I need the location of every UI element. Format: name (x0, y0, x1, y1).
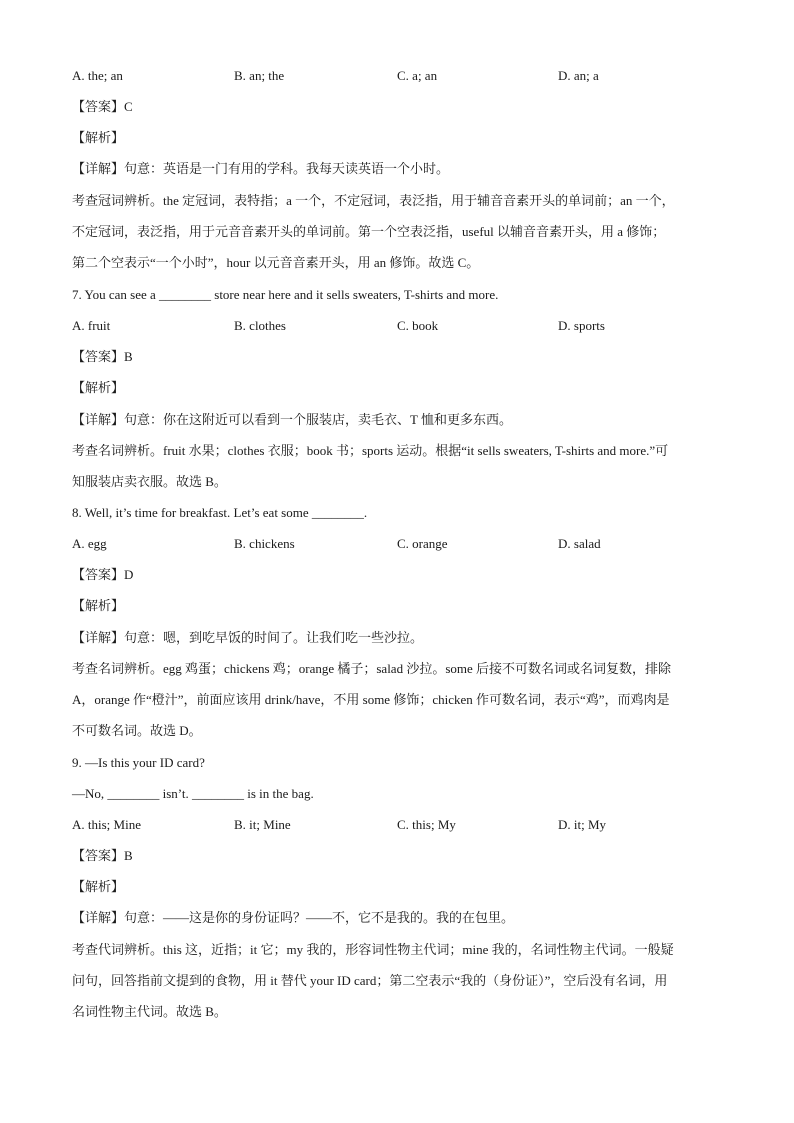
q6-explain-line: 不定冠词，表泛指，用于元音音素开头的单词前。第一个空表泛指，useful 以辅音音素开头，用 a 修饰； (72, 224, 666, 239)
q7-option-b: B. clothes (234, 318, 286, 333)
q8-question: 8. Well, it’s time for breakfast. Let’s eat some ________. (72, 505, 368, 520)
q7-option-a: A. fruit (72, 318, 111, 333)
q6-detail: 【详解】句意：英语是一门有用的学科。我每天读英语一个小时。 (72, 161, 450, 176)
q6-option-d: D. an; a (558, 68, 599, 83)
q6-analysis-label: 【解析】 (72, 130, 125, 145)
q6-option-c: C. a; an (397, 68, 438, 83)
q7-option-c: C. book (397, 318, 439, 333)
q7-analysis-label: 【解析】 (72, 380, 125, 395)
q9-explain-line: 问句，回答指前文提到的食物，用 it 替代 your ID card；第二空表示“我的（身份证）”，空后没有名词，用 (72, 973, 668, 988)
q8-option-b: B. chickens (234, 536, 295, 551)
q9-question: 9. —Is this your ID card? (72, 755, 205, 770)
q9-explain-line: 名词性物主代词。故选 B。 (72, 1004, 227, 1019)
q8-option-d: D. salad (558, 536, 601, 551)
q6-answer: 【答案】C (72, 99, 133, 114)
q9-answer: 【答案】B (72, 848, 133, 863)
q8-option-a: A. egg (72, 536, 107, 551)
q9-option-b: B. it; Mine (234, 817, 291, 832)
q8-explain-line: A，orange 作“橙汁”，前面应该用 drink/have，不用 some 修饰；chicken 作可数名词，表示“鸡”，而鸡肉是 (72, 692, 670, 707)
q7-explain-line: 考查名词辨析。fruit 水果；clothes 衣服；book 书；sports 运动。根据“it sells sweaters, T-shirts and more.”可 (72, 443, 669, 458)
q9-option-a: A. this; Mine (72, 817, 141, 832)
q9-detail: 【详解】句意：——这是你的身份证吗？——不，它不是我的。我的在包里。 (72, 910, 515, 925)
q9-option-c: C. this; My (397, 817, 456, 832)
q7-explain-line: 知服装店卖衣服。故选 B。 (72, 474, 227, 489)
q8-detail: 【详解】句意：嗯，到吃早饭的时间了。让我们吃一些沙拉。 (72, 630, 424, 645)
q7-detail: 【详解】句意：你在这附近可以看到一个服装店，卖毛衣、T 恤和更多东西。 (72, 412, 512, 427)
q7-option-d: D. sports (558, 318, 605, 333)
q8-explain-line: 不可数名词。故选 D。 (72, 723, 202, 738)
q6-option-b: B. an; the (234, 68, 285, 83)
q9-analysis-label: 【解析】 (72, 879, 125, 894)
q6-option-a: A. the; an (72, 68, 123, 83)
q6-explain-line: 考查冠词辨析。the 定冠词，表特指；a 一个，不定冠词，表泛指，用于辅音音素开头的单词前；an 一个， (72, 193, 675, 208)
q6-explain-line: 第二个空表示“一个小时”，hour 以元音音素开头，用 an 修饰。故选 C。 (72, 255, 480, 270)
q7-answer: 【答案】B (72, 349, 133, 364)
q7-question: 7. You can see a ________ store near here and it sells sweaters, T-shirts and more. (72, 287, 499, 302)
q8-option-c: C. orange (397, 536, 448, 551)
q9-question-reply: —No, ________ isn’t. ________ is in the bag. (72, 786, 314, 801)
q8-explain-line: 考查名词辨析。egg 鸡蛋；chickens 鸡；orange 橘子；salad 沙拉。some 后接不可数名词或名词复数，排除 (72, 661, 672, 676)
q9-explain-line: 考查代词辨析。this 这，近指；it 它；my 我的，形容词性物主代词；mine 我的，名词性物主代词。一般疑 (72, 942, 674, 957)
q8-analysis-label: 【解析】 (72, 598, 125, 613)
q9-option-d: D. it; My (558, 817, 607, 832)
q8-answer: 【答案】D (72, 567, 134, 582)
